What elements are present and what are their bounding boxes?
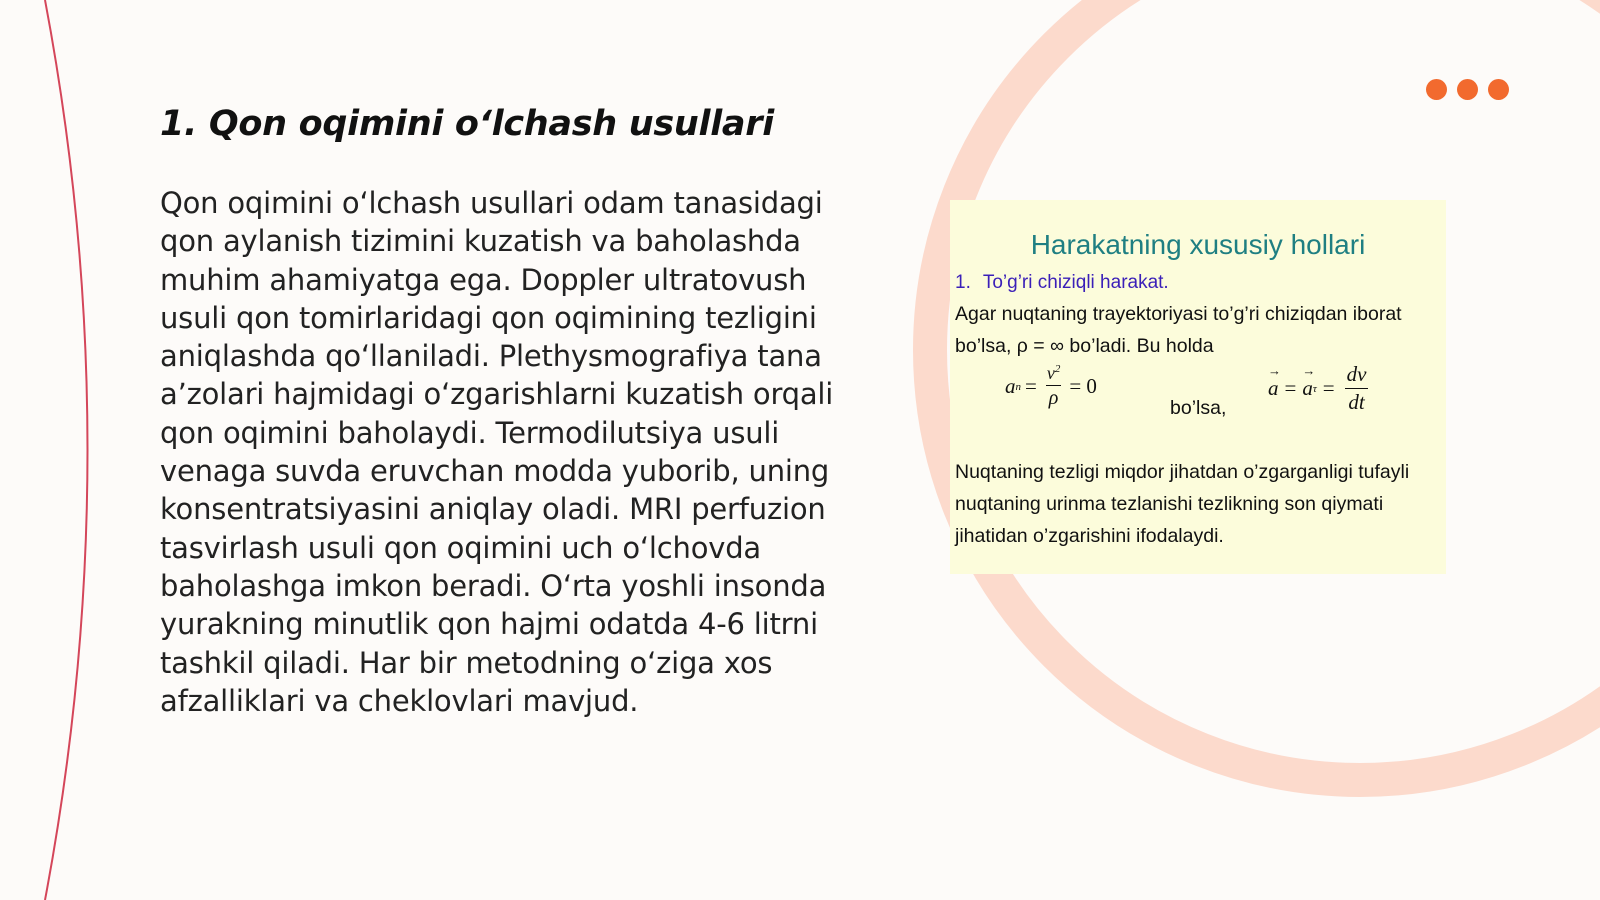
dot-icon <box>1457 79 1478 100</box>
item-label: To’g’ri chiziqli harakat. <box>982 272 1169 293</box>
dot-icon <box>1426 79 1447 100</box>
decorative-dots <box>1426 79 1509 100</box>
fraction: $\frac{v^2}{\rho}$ <box>1046 363 1061 409</box>
item-number: 1. <box>955 272 971 293</box>
normal-acceleration-formula: a n = $\frac{v^2}{\rho}$ = 0 <box>1005 363 1097 409</box>
slide-body-text: Qon oqimini o‘lchash usullari odam tanasidagi qon aylanish tizimini kuzatish va baholashda muhim ahamiyatga ega. Doppler ultratovush usuli qon tomirlaridagi qon oqimining tezligini aniqlashda qo‘llaniladi. Plethysmografiya tana a’zolari hajmidagi o‘zgarishlarni kuzatish orqali qon oqimini baholaydi. Termodilutsiya usuli venaga suvda eruvchan modda yuborib, uning konsentratsiyasini aniqlay oladi. MRI perfuzion tasvirlash usuli qon oqimini uch o‘lchovda baholashga imkon beradi. O‘rta yoshli insonda yurakning minutlik qon hajmi odatda 4-6 litrni tashkil qiladi. Har bir metodning o‘ziga xos afzalliklari va cheklovlari mavjud. <box>160 186 834 718</box>
image-list-item <box>955 272 1169 294</box>
image-paragraph-2: Nuqtaning tezligi miqdor jihatdan o’zgarganligi tufayli nuqtaning urinma tezlanishi tezlikning son qiymati jihatidan o’zgarishini ifodalaydi. <box>955 461 1410 547</box>
image-heading: Harakatning xususiy hollari <box>1030 229 1366 260</box>
condition-text: bo’lsa, <box>1170 397 1227 419</box>
tangential-acceleration-formula: → a = → a τ = $\frac{dv}{dt}$ <box>1268 362 1372 415</box>
dot-icon <box>1488 79 1509 100</box>
fraction: $\frac{dv}{dt}$ <box>1346 362 1367 414</box>
image-paragraph-1: Agar nuqtaning trayektoriyasi to’g’ri chiziqdan iborat bo’lsa, ρ = ∞ bo’ladi. Bu holda <box>955 303 1402 357</box>
slide-title: 1. Qon oqimini o‘lchash usullari <box>160 104 774 144</box>
left-curve-line <box>45 0 88 900</box>
embedded-physics-image <box>950 200 1446 574</box>
